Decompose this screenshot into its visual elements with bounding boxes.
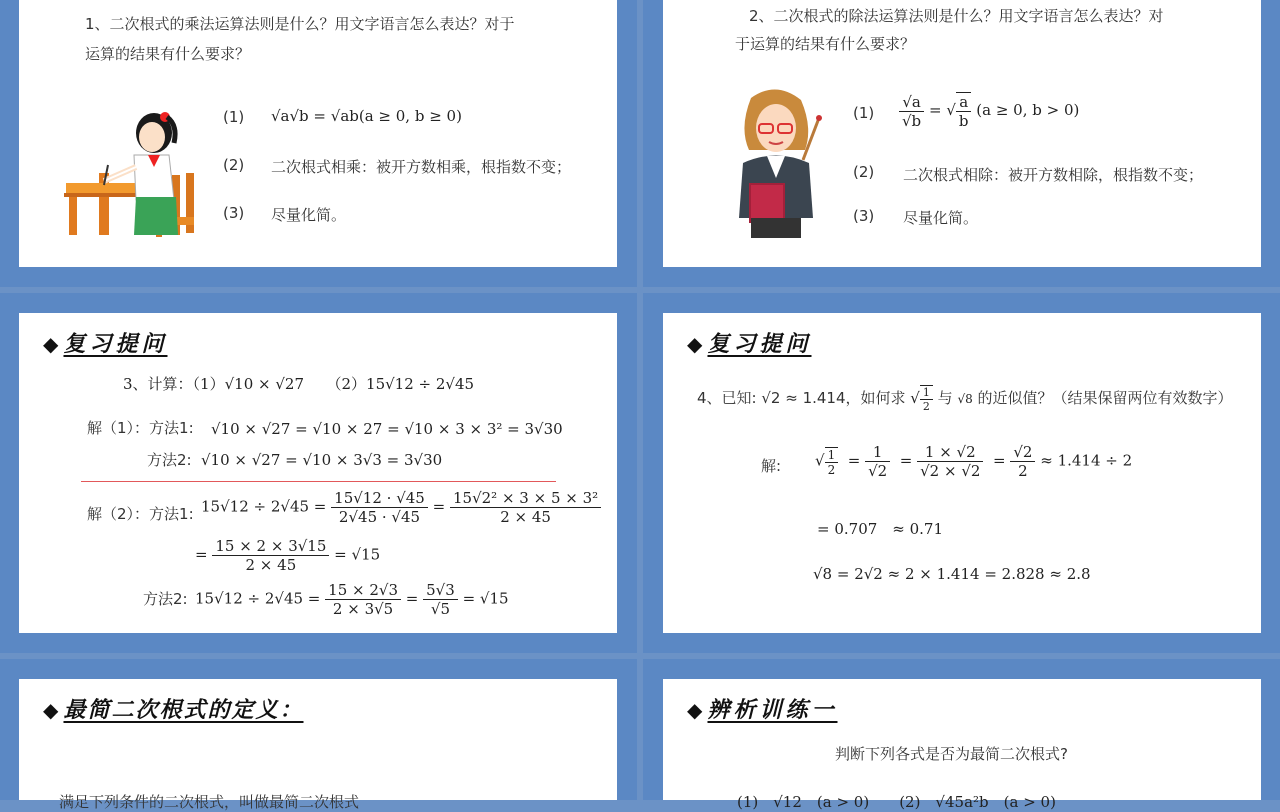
slide2-item1-lhs-den: √b [902, 111, 922, 130]
slide3-sol2-method2: 15√12 ÷ 2√45 = $\frac{15 \times 2√3}{2 \times 3√5}$ = $\frac{5√3}{√5}$ = √15 [195, 581, 509, 618]
slide3-sol2-m2-result: = √15 [462, 589, 509, 608]
slide1-item1-formula: √a√b = √ab(a ≥ 0, b ≥ 0) [271, 107, 462, 125]
slide-6[interactable] [663, 679, 1261, 811]
slide3-sol2-f3-den: 2 × 45 [245, 556, 297, 574]
slide2-item1-lhs-num: √a [899, 93, 924, 112]
slide3-sol2-m1-a: 15√12 ÷ 2√45 = [201, 497, 327, 516]
slide4-eq-line1: √ $\frac{1}{2}$ = $\frac{1}{√2}$ = $\frac{1 \times √2}{√2 \times √2}$ = $\frac{√2}{2}$ ≈ 1.414 ÷ 2 [815, 443, 1133, 480]
slide3-sol1-m2-label: 方法2: [147, 451, 192, 469]
slide6-question: 判断下列各式是否为最简二次根式? [835, 745, 1068, 763]
slide4-eq-line3: √8 = 2√2 ≈ 2 × 1.414 = 2.828 ≈ 2.8 [813, 565, 1091, 583]
slide2-item1-eq: = [928, 101, 942, 119]
slide3-sol2-f3-num: 15 × 2 × 3√15 [212, 537, 329, 556]
slide3-sol2-f1-den: 2√45 · √45 [338, 508, 421, 526]
diamond-bullet-icon: ◆ [43, 332, 59, 356]
divider-line [81, 481, 556, 482]
slide3-sol1-label: 解（1）：方法1: [87, 419, 194, 437]
slide6-heading: 辨析训练一 [707, 698, 838, 723]
slide3-problem: 3、计算：（1）√10 × √27 （2）15√12 ÷ 2√45 [123, 375, 475, 393]
slide2-question-line1: 2、二次根式的除法运算法则是什么？用文字语言怎么表达？对 [749, 7, 1164, 25]
slide-4[interactable] [663, 313, 1261, 633]
slide4-heading-row [687, 327, 812, 358]
slide3-sol1-method1: √10 × √27 = √10 × 27 = √10 × 3 × 3² = 3√30 [211, 420, 563, 438]
slide3-heading-row [43, 327, 168, 358]
slide4-problem: 4、已知: √2 ≈ 1.414，如何求 √ $\frac{1}{2}$ 与 √8 的近似值？（结果保留两位有效数字） [697, 386, 1233, 413]
slide-2[interactable] [663, 0, 1261, 267]
slide5-partial-text: 满足下列条件的二次根式，叫做最简二次根式 [59, 793, 360, 811]
slide5-heading: 最简二次根式的定义： [63, 698, 304, 723]
diamond-bullet-icon: ◆ [687, 332, 703, 356]
slide2-item1-cond: (a ≥ 0, b > 0) [976, 101, 1080, 119]
slide-3[interactable] [19, 313, 617, 633]
slide1-item1-num: (1) [223, 108, 245, 126]
slide-5[interactable] [19, 679, 617, 811]
slide3-sol2-m1-result: = √15 [334, 545, 381, 564]
slide3-sol1-method2: √10 × √27 = √10 × 3√3 = 3√30 [201, 451, 443, 469]
slide3-sol2-m2-f1-num: 15 × 2√3 [325, 581, 401, 600]
slide2-item3-text: 尽量化简。 [903, 209, 979, 227]
slide3-sol2-f2-num: 15√2² × 3 × 5 × 3² [450, 489, 601, 508]
slide3-sol2-f1-num: 15√12 · √45 [331, 489, 428, 508]
slide5-heading-row [43, 693, 304, 724]
diamond-bullet-icon: ◆ [687, 698, 703, 722]
slide6-heading-row [687, 693, 838, 724]
slide3-sol2-method1-cont: = $\frac{15 \times 2 \times 3√15}{2 \times 45}$ = √15 [195, 537, 381, 574]
slide3-sol2-m2-f2-num: 5√3 [423, 581, 458, 600]
slide2-item2-text: 二次根式相除：被开方数相除，根指数不变； [903, 166, 1204, 184]
slide4-problem-d: 的近似值？（结果保留两位有效数字） [977, 389, 1233, 407]
slide1-item3-text: 尽量化简。 [271, 206, 347, 224]
slide1-question-line1: 1、二次根式的乘法运算法则是什么？用文字语言怎么表达？对于 [85, 15, 515, 33]
slide3-sol2-method1: 15√12 ÷ 2√45 = $\frac{15√12 \cdot √45}{2√45 \cdot √45}$ = $\frac{\text{15√2² × 3 × 5 × 3²}}{2 \times 45}$ [201, 489, 601, 526]
slide4-problem-c: √8 [957, 392, 973, 406]
slide2-item1-num: (1) [853, 104, 875, 122]
slide1-item2-text: 二次根式相乘：被开方数相乘，根指数不变； [271, 158, 572, 176]
slide1-question-line2: 运算的结果有什么要求？ [85, 45, 251, 63]
slide4-problem-a: 4、已知: √2 ≈ 1.414，如何求 [697, 389, 906, 407]
slide1-item2-num: (2) [223, 156, 245, 174]
slide6-partial-text: (1) √12 (a > 0) (2) √45a²b (a > 0) [737, 793, 1056, 811]
slide3-sol2-m2-a: 15√12 ÷ 2√45 = [195, 589, 321, 608]
slide3-heading: 复习提问 [63, 332, 168, 357]
student-writing-illustration [64, 105, 199, 240]
slide2-item2-num: (2) [853, 163, 875, 181]
slide2-item1-rhs-num: a [956, 93, 972, 112]
slide3-sol2-f2-den: 2 × 45 [500, 508, 551, 526]
slide2-item1-rhs-den: b [958, 112, 969, 130]
slide3-sol2-m2-f2-den: √5 [430, 600, 451, 618]
diamond-bullet-icon: ◆ [43, 698, 59, 722]
teacher-illustration [721, 88, 831, 238]
slide4-sol-label: 解: [761, 457, 782, 475]
slide4-problem-b: 与 [937, 389, 953, 407]
slide4-eq-line2: = 0.707 ≈ 0.71 [817, 520, 944, 538]
slide-1[interactable] [19, 0, 617, 267]
slide2-item1-formula: $\frac{√a}{√b}$ = √ $\frac{a}{b}$ (a ≥ 0, b > 0) [899, 92, 1079, 130]
slide1-item3-num: (3) [223, 204, 245, 222]
slide4-approx-tail: ≈ 1.414 ÷ 2 [1040, 451, 1133, 470]
slide3-sol2-m2-f1-den: 2 × 3√5 [332, 600, 394, 618]
slide2-item3-num: (3) [853, 207, 875, 225]
slide4-heading: 复习提问 [707, 332, 812, 357]
slide3-sol2-label: 解（2）：方法1: [87, 505, 194, 523]
slide2-question-line2: 于运算的结果有什么要求？ [735, 35, 916, 53]
slide3-sol2-m2-label: 方法2: [143, 590, 188, 608]
